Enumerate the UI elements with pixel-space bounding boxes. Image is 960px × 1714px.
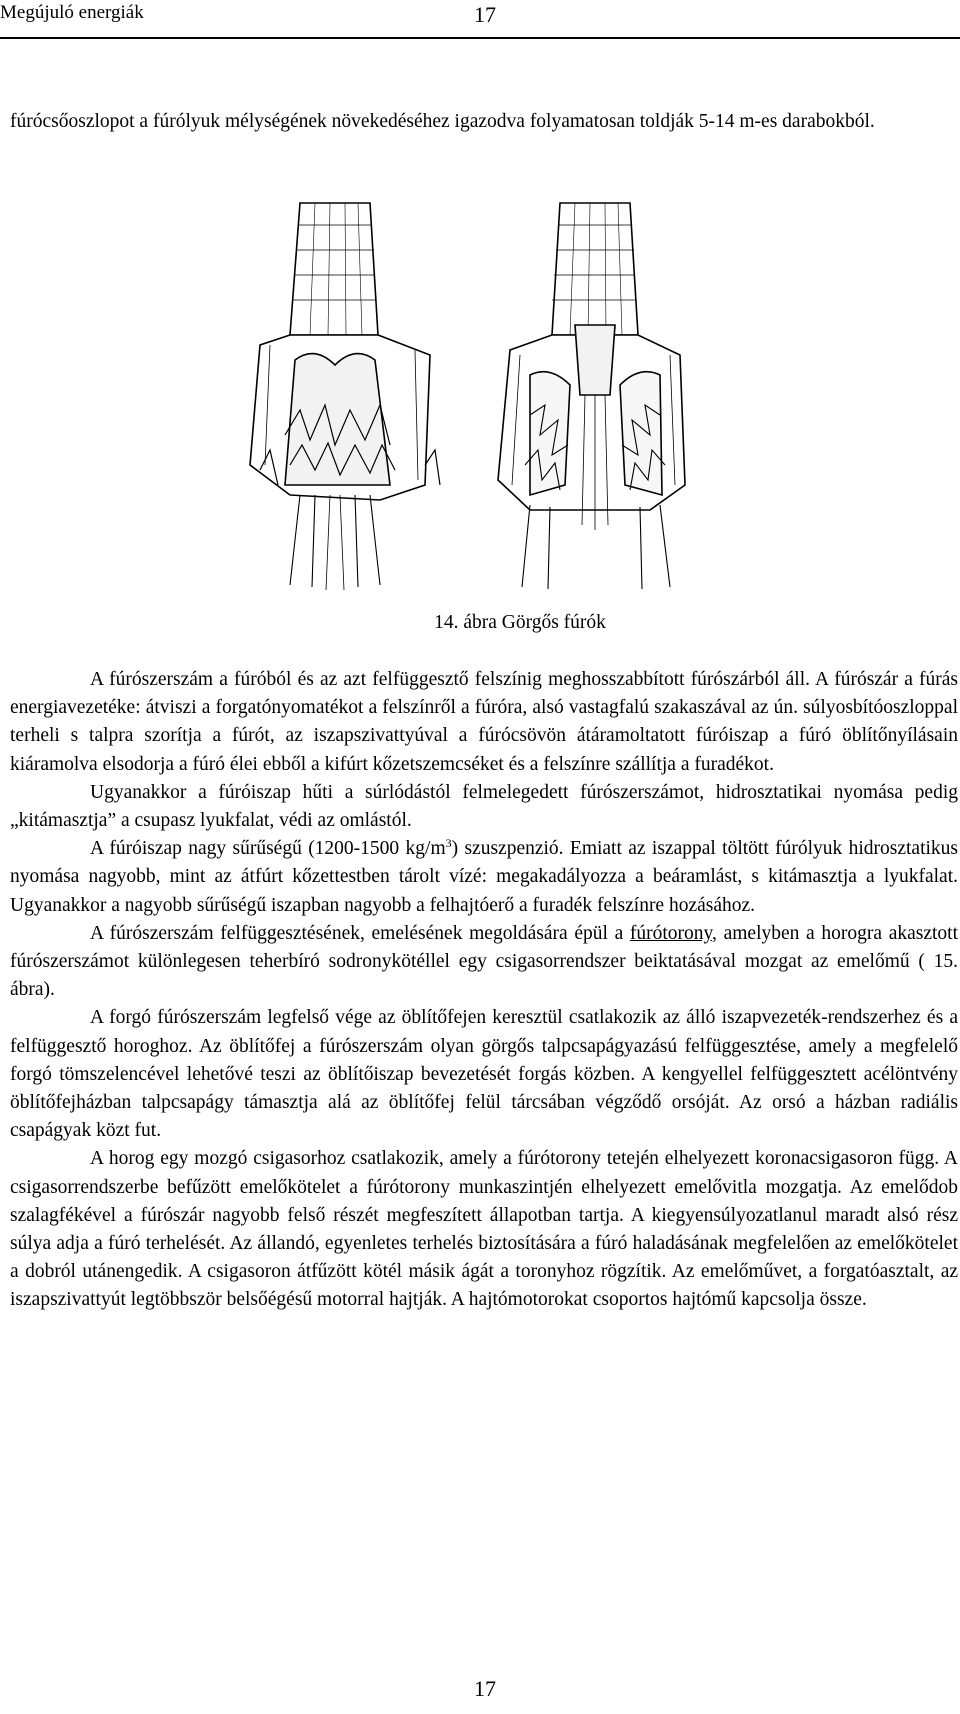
intro-text: fúrócsőoszlopot a fúrólyuk mélységének növekedéséhez igazodva folyamatosan toldják 5-14 m-es darabokból. [10, 111, 875, 132]
paragraph-6: A horog egy mozgó csigasorhoz csatlakozik, amely a fúrótorony tetején elhelyezett koronacsigasoron függ. A csigasorrendszerbe befűzött emelőkötelet a fúrótorony munkaszintjén elhelyezett emelővitla mozgatja. Az emelődob szalagfékével a fúrószár nagyobb felső részét megfeszített állapotban tartja. A kiegyensúlyozatlanul maradt alsó rész súlya adja a fúró terhelését. Az állandó, egyenletes terhelés biztosítására a fúró haladásának megfelelően az emelőkötelet a dobról utánengedik. A csigasoron átfűzött kötél másik ágát a toronyhoz rögzítik. Az emelőművet, a forgatóasztalt, az iszapszivattyút legtöbbször belsőégésű motorral hajtják. A hajtómotorokat csoportos hajtómű kapcsolja össze. [10, 1148, 958, 1311]
cubic-superscript: 3 [445, 836, 452, 851]
header-rule [0, 37, 960, 39]
body-text [10, 666, 958, 1315]
footer-page-number: 17 [474, 1676, 496, 1701]
roller-bits-drawing [230, 195, 750, 595]
paragraph-3-end: ) szuszpenzió. Emiatt az iszappal töltött fúrólyuk hidrosztatikus nyomása nagyobb, mint az átfúrt kőzettestben tárolt vízé: megakadályozza a beáramlást, s kitámasztja a lyukfalat. Ugyanakkor a nagyobb sűrűségű iszapban nagyobb a felhajtóerő a furadék felszínre hozásához. [10, 838, 958, 916]
furotorony-term: fúrótorony [629, 922, 713, 944]
paragraph-2: Ugyanakkor a fúróiszap hűti a súrlódástól felmelegedett fúrószerszámot, hidrosztatikai nyomása pedig „kitámasztja” a csupasz lyukfalat, védi az omlástól. [10, 781, 958, 832]
intro-paragraph [10, 108, 958, 136]
paragraph-4-start: A fúrószerszám felfüggesztésének, emelésének megoldására épül a [90, 922, 630, 944]
paragraph-3 [10, 835, 958, 920]
figure-caption: 14. ábra Görgős fúrók [434, 612, 606, 633]
right-bit-drawing [498, 203, 685, 589]
paragraph-5: A forgó fúrószerszám legfelső vége az öblítőfejen keresztül csatlakozik az álló iszapvezeték-rendszerhez és a felfüggesztő horoghoz. Az öblítőfej a fúrószerszám olyan görgős talpcsapágyazású felfüggesztése, amely a megfelelő forgó tömszelencével lehetővé teszi az öblítőiszap bevezetését forgás közben. A kengyellel felfüggesztett acélöntvény öblítőfejházban talpcsapágy támasztja alá az öblítőfej felül tárcsában végződő orsóját. Az orsó a házban radiális csapágyak közt fut. [10, 1007, 958, 1142]
left-bit-drawing [250, 203, 440, 590]
roller-bits-figure [230, 195, 750, 595]
paragraph-4-end: , amelyben a horogra akasztott fúrószerszámot különlegesen teherbíró sodronykötéllel egy csigasorrendszer beiktatásával mozgat az emelőmű ( 15. ábra). [10, 922, 958, 1001]
paragraph-3-start: A fúróiszap nagy sűrűségű (1200-1500 kg/m [90, 838, 446, 860]
paragraph-1: A fúrószerszám a fúróból és az azt felfüggesztő felszínig meghosszabbított fúrószárból áll. A fúrószár a fúrás energiavezetéke: átviszi a forgatónyomatékot a felszínről a fúróra, alsó vastagfalú szakaszával az ún. súlyosbítóoszloppal terheli s talpra szorítja a fúrót, az iszapszivattyúval a fúrócsövön átáramoltatott fúróiszap a fúró öblítőnyílásain kiáramolva elsodorja a fúró élei ebből a kifúrt kőzetszemcséket és a felszínre szállítja a furadékot. [10, 669, 958, 775]
page-header [0, 0, 960, 40]
running-title: Megújuló energiák [0, 2, 144, 23]
header-page-number: 17 [474, 2, 496, 27]
paragraph-4 [10, 920, 958, 1005]
